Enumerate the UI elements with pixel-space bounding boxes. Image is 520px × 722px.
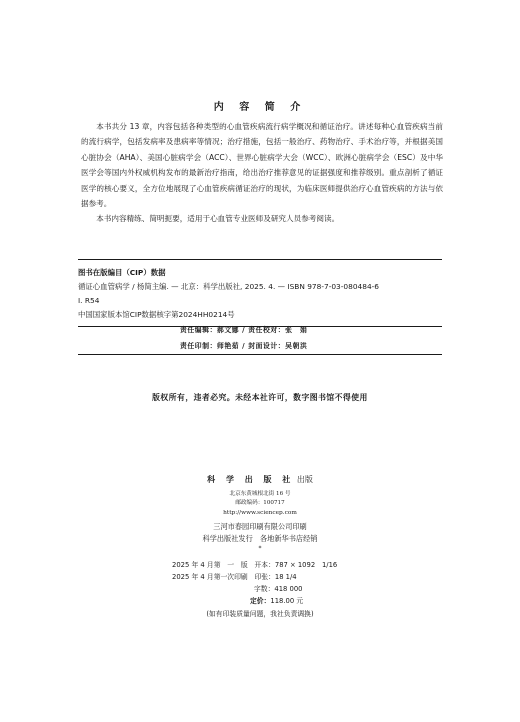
staff-editors: 责任编辑：郝文娜 / 责任校对：张 娟 xyxy=(180,326,308,334)
price-value: 118.00 元 xyxy=(270,597,304,605)
cip-classification: Ⅰ. R54 xyxy=(78,296,100,305)
price-label: 定价： xyxy=(250,597,271,605)
publisher-postcode: 邮政编码：100717 xyxy=(235,500,285,506)
publisher-address: 北京东黄城根北街 16 号 xyxy=(229,491,291,497)
publisher-suffix: 出版 xyxy=(296,475,313,484)
cip-record: 循证心血管病学 / 杨简主编. — 北京：科学出版社, 2025. 4. — ISBN 978-7-03-080484-6 xyxy=(78,282,380,291)
divider xyxy=(78,354,442,355)
printer-line: 三河市春园印刷有限公司印刷 xyxy=(213,522,307,531)
impression-line: 2025 年 4 月第一次印刷 印张：18 1/4 xyxy=(172,573,297,581)
publisher-url: http://www.sciencep.com xyxy=(223,510,297,516)
publisher-name xyxy=(0,474,520,485)
separator-star: * xyxy=(258,545,262,552)
staff-production: 责任印制：师艳茹 / 封面设计：吴朝洪 xyxy=(180,342,308,350)
price-line xyxy=(250,595,303,605)
cip-number: 中国国家版本馆CIP数据核字第2024HH0214号 xyxy=(78,310,235,319)
publisher-brand: 科 学 出 版 社 xyxy=(207,474,295,484)
edition-line: 2025 年 4 月第 一 版 开本：787 × 1092 1/16 xyxy=(172,561,338,569)
quality-notice: (如有印装质量问题，我社负责调换) xyxy=(206,610,314,618)
cip-data-block xyxy=(78,259,442,327)
synopsis-body xyxy=(81,119,443,227)
wordcount-line: 字数：418 000 xyxy=(254,585,303,593)
copyright-notice: 版权所有，违者必究。未经本社许可，数字图书馆不得使用 xyxy=(152,393,368,402)
synopsis-paragraph: 本书内容精练、简明扼要，适用于心血管专业医师及研究人员参考阅读。 xyxy=(96,214,340,224)
distribution-line: 科学出版社发行 各地新华书店经销 xyxy=(202,534,318,543)
synopsis-title: 内 容 简 介 xyxy=(213,102,307,113)
cip-heading: 图书在版编目（CIP）数据 xyxy=(78,268,166,277)
synopsis-paragraph: 本书共分 13 章，内容包括各种类型的心血管疾病流行病学概况和循证治疗。讲述每种心血管疾病当前的流行病学，包括发病率及患病率等情况；治疗措施，包括一般治疗、药物治疗、手术治疗等，并根据美国心脏协会（AHA）、美国心脏病学会（ACC）、世界心脏病学大会（WCC）、欧洲心脏病学会（ESC）及中华医学会等国内外权威机构发布的最新治疗指南，给出治疗推荐意见的证据强度和推荐级别。重点剖析了循证医学的核心要义，全方位地展现了心血管疾病循证治疗的现状，为临床医师提供治疗心血管疾病的方法与依据参考。 xyxy=(81,122,443,209)
